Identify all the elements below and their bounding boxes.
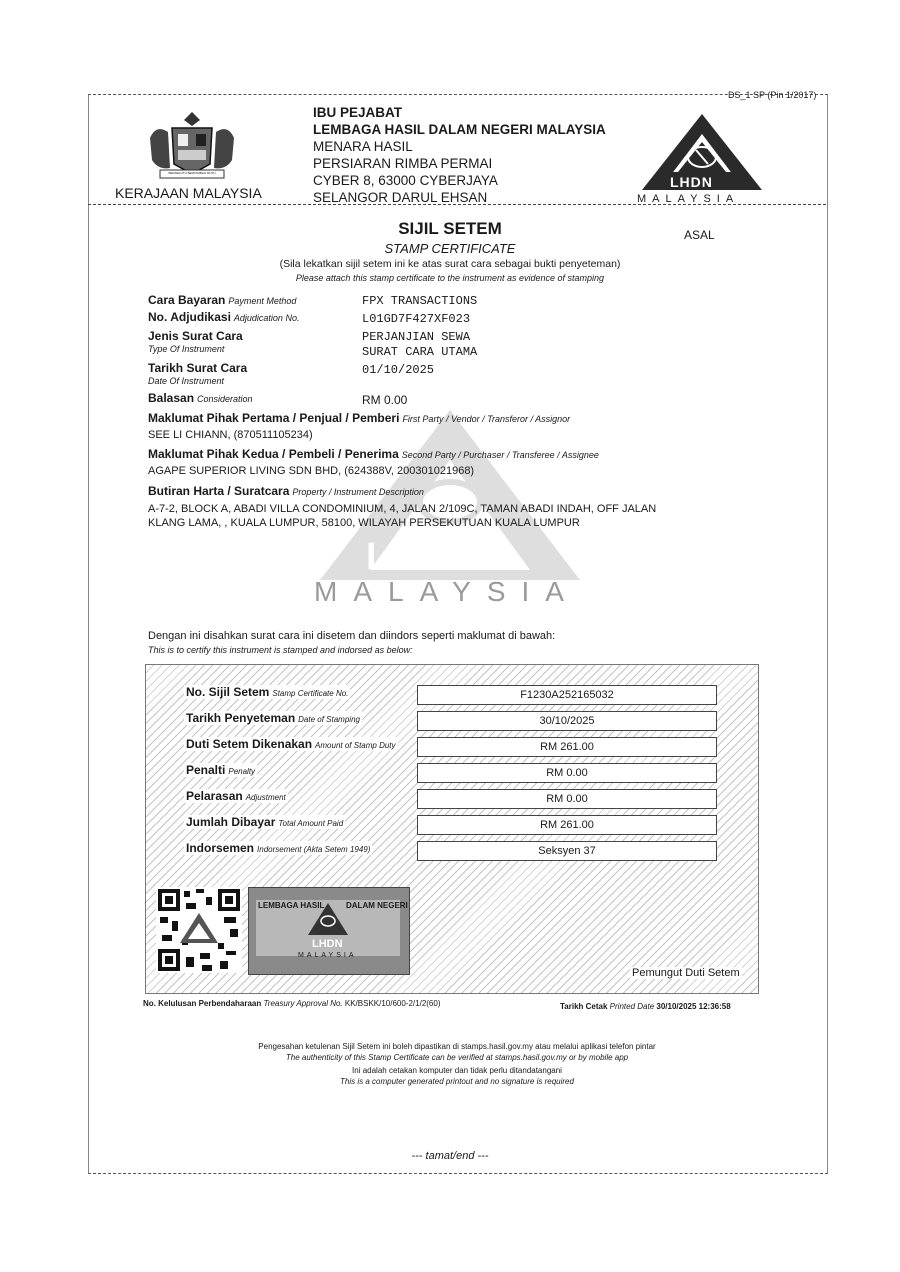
stamping-date: 30/10/2025 [417, 711, 717, 731]
label-en: Indorsement (Akta Setem 1949) [257, 845, 371, 854]
seal-logo-text: LHDN [312, 938, 343, 950]
instruction-ms: (Sila lekatkan sijil setem ini ke atas surat cara sebagai bukti penyeteman) [279, 258, 621, 270]
stamp-certificate-no: F1230A252165032 [417, 685, 717, 705]
instrument-type-value: PERJANJIAN SEWA [362, 330, 471, 344]
seal-sub-text: MALAYSIA [298, 952, 357, 959]
label-en: Amount of Stamp Duty [315, 741, 396, 750]
stamp-row-label [184, 841, 372, 855]
seal-top-left: LEMBAGA HASIL [258, 901, 325, 910]
instrument-date-en: Date Of Instrument [148, 376, 225, 386]
certificate-subtitle: STAMP CERTIFICATE [384, 241, 516, 256]
computer-note-ms: Ini adalah cetakan komputer dan tidak perlu ditandatangani [352, 1066, 562, 1075]
watermark-text: LHDN [366, 536, 488, 578]
computer-note-en: This is a computer generated printout and no signature is required [340, 1077, 574, 1086]
label-en: Total Amount Paid [278, 819, 344, 828]
form-code: DS_1 SP (Pin 1/2017) [728, 90, 817, 100]
penalty-amount: RM 0.00 [417, 763, 717, 783]
property-value-line-2: KLANG LAMA, , KUALA LUMPUR, 58100, WILAYAH PERSEKUTUAN KUALA LUMPUR [148, 517, 580, 529]
address-line: MENARA HASIL [313, 139, 413, 154]
label-en: First Party / Vendor / Transferor / Assignor [402, 414, 571, 424]
adjudication-value: L01GD7F427XF023 [362, 312, 471, 326]
second-party-label [148, 447, 599, 461]
stamp-duty-amount: RM 261.00 [417, 737, 717, 757]
seal-top-right: DALAM NEGERI [346, 901, 408, 910]
payment-method-value: FPX TRANSACTIONS [362, 294, 478, 308]
second-party-value: AGAPE SUPERIOR LIVING SDN BHD, (624388V, 200301021968) [148, 465, 475, 477]
label-en: Treasury Approval No. [263, 999, 343, 1008]
treasury-approval [143, 999, 441, 1008]
address-line: CYBER 8, 63000 CYBERJAYA [313, 173, 498, 188]
first-party-value: SEE LI CHIANN, (870511105234) [148, 429, 313, 441]
label-text: Duti Setem Dikenakan [186, 737, 313, 751]
label-text: Butiran Harta / Suratcara [148, 484, 290, 498]
label-text: Tarikh Cetak [560, 1002, 608, 1011]
watermark-sub: MALAYSIA [314, 576, 580, 607]
total-paid-amount: RM 261.00 [417, 815, 717, 835]
property-value-line-1: A-7-2, BLOCK A, ABADI VILLA CONDOMINIUM, 4, JALAN 2/109C, TAMAN ABADI INDAH, OFF JALAN [148, 503, 657, 515]
payment-method-label [148, 293, 296, 307]
label-en: Adjudication No. [233, 313, 300, 323]
instrument-date-value: 01/10/2025 [362, 363, 435, 377]
crest-motto: BERSEKUTU BERTAMBAH MUTU [168, 171, 216, 175]
certify-text-ms: Dengan ini disahkan surat cara ini disetem dan diindors seperti maklumat di bawah: [148, 630, 556, 642]
address-line: IBU PEJABAT [313, 105, 403, 120]
label-text: No. Sijil Setem [186, 685, 270, 699]
stamp-panel [145, 664, 759, 994]
address-line: PERSIARAN RIMBA PERMAI [313, 156, 493, 171]
consideration-value: RM 0.00 [362, 393, 408, 407]
label-text: Pelarasan [186, 789, 243, 803]
label-en: Date of Stamping [298, 715, 360, 724]
label-en: Payment Method [228, 296, 297, 306]
certificate-title: SIJIL SETEM [398, 219, 502, 238]
copy-label: ASAL [684, 228, 715, 242]
qr-code-icon [156, 887, 242, 973]
label-text: Maklumat Pihak Pertama / Penjual / Pemberi [148, 411, 400, 425]
label-en: Stamp Certificate No. [272, 689, 349, 698]
verify-note-ms: Pengesahan ketulenan Sijil Setem ini boleh dipastikan di stamps.hasil.gov.my atau melalui aplikasi telefon pintar [258, 1042, 656, 1051]
label-en: Penalty [228, 767, 256, 776]
indorsement-value: Seksyen 37 [417, 841, 717, 861]
label-text: Indorsemen [186, 841, 255, 855]
print-date [560, 1002, 731, 1011]
adjudication-label [148, 310, 299, 324]
stamp-row-label [184, 763, 257, 777]
instruction-en: Please attach this stamp certificate to the instrument as evidence of stamping [295, 273, 605, 283]
instrument-type-label: Jenis Surat Cara [148, 329, 243, 343]
instrument-type-en: Type Of Instrument [148, 344, 225, 354]
stamp-row-label [184, 737, 398, 751]
address-line: LEMBAGA HASIL DALAM NEGERI MALAYSIA [313, 122, 606, 137]
label-text: Jumlah Dibayar [186, 815, 276, 829]
label-text: No. Adjudikasi [148, 310, 231, 324]
label-text: Tarikh Penyeteman [186, 711, 296, 725]
verify-note-en: The authenticity of this Stamp Certificate can be verified at stamps.hasil.gov.my or by mobile app [285, 1053, 629, 1062]
lhdn-logo-text: LHDN [670, 174, 713, 190]
consideration-label [148, 391, 253, 405]
stamp-row-label [184, 685, 350, 699]
print-date-value: 30/10/2025 12:36:58 [656, 1002, 731, 1011]
stamp-row-label [184, 815, 345, 829]
instrument-date-label: Tarikh Surat Cara [148, 361, 248, 375]
label-en: Adjustment [245, 793, 286, 802]
label-en: Property / Instrument Description [292, 487, 424, 497]
label-en: Second Party / Purchaser / Transferee / Assignee [401, 450, 599, 460]
stamp-row-label [184, 789, 288, 803]
kerajaan-malaysia-caption: KERAJAAN MALAYSIA [115, 185, 262, 201]
label-en: Consideration [197, 394, 253, 404]
lhdn-logo-sub: MALAYSIA [637, 193, 740, 205]
label-text: Cara Bayaran [148, 293, 226, 307]
hq-address [313, 104, 606, 206]
seal-logo-icon [308, 903, 348, 935]
label-text: Penalti [186, 763, 226, 777]
address-line: SELANGOR DARUL EHSAN [313, 190, 488, 205]
label-text: No. Kelulusan Perbendaharaan [143, 999, 262, 1008]
label-text: Balasan [148, 391, 195, 405]
certify-text-en: This is to certify this instrument is stamped and indorsed as below: [148, 645, 413, 655]
first-party-label [148, 411, 570, 425]
property-label [148, 484, 424, 498]
adjustment-amount: RM 0.00 [417, 789, 717, 809]
end-marker: --- tamat/end --- [411, 1150, 489, 1162]
stamp-row-label [184, 711, 362, 725]
label-text: Maklumat Pihak Kedua / Pembeli / Penerima [148, 447, 399, 461]
treasury-approval-value: KK/BSKK/10/600-2/1/2(60) [344, 999, 441, 1008]
label-en: Printed Date [609, 1002, 655, 1011]
stamp-collector: Pemungut Duti Setem [632, 967, 740, 979]
instrument-type-value-2: SURAT CARA UTAMA [362, 345, 478, 359]
